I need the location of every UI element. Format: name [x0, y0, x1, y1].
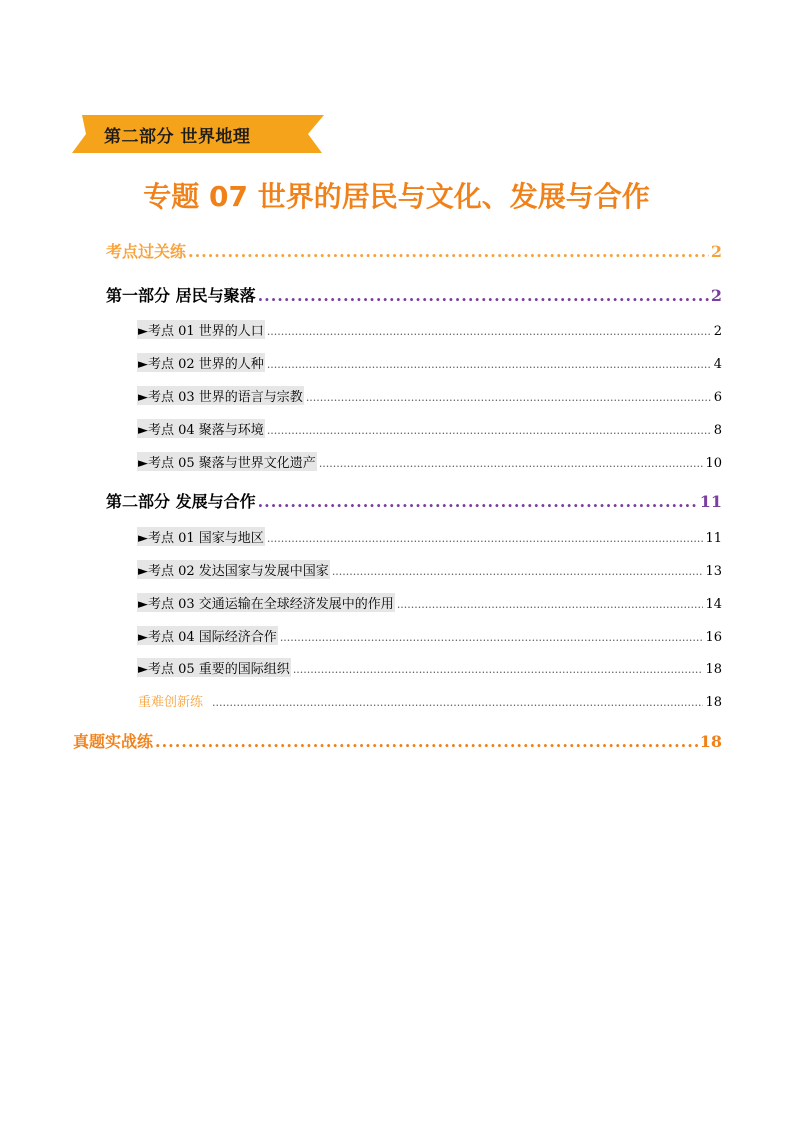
toc-leader — [267, 358, 712, 371]
toc-leader — [397, 598, 704, 611]
toc-page: 14 — [705, 597, 722, 612]
toc-entry-part1-item4[interactable] — [137, 419, 722, 438]
toc-entry-part2-item5[interactable] — [137, 658, 722, 677]
toc-label: ►考点 02 发达国家与发展中国家 — [137, 560, 330, 579]
toc-label: ►考点 05 重要的国际组织 — [137, 658, 291, 677]
toc-entry-section2[interactable] — [73, 729, 722, 752]
toc-leader — [258, 286, 709, 305]
toc-leader — [267, 325, 712, 338]
toc-label: ►考点 03 世界的语言与宗教 — [137, 386, 304, 405]
toc-entry-part2-item3[interactable] — [137, 593, 722, 612]
banner-title: 第二部分 世界地理 — [104, 127, 251, 147]
toc-leader — [155, 732, 698, 751]
toc-leader — [306, 391, 712, 404]
toc-label: ►考点 01 国家与地区 — [137, 527, 265, 546]
toc-leader — [267, 532, 704, 545]
toc-label: 第二部分 发展与合作 — [106, 492, 256, 511]
toc-entry-part2-item4[interactable] — [137, 626, 722, 645]
toc-page: 10 — [705, 456, 722, 471]
toc-leader — [332, 565, 704, 578]
toc-page: 6 — [713, 390, 722, 405]
toc-leader — [280, 631, 704, 644]
toc-leader — [267, 424, 712, 437]
toc-entry-part1-item3[interactable] — [137, 386, 722, 405]
toc-page: 11 — [699, 492, 722, 511]
toc-entry-section1[interactable] — [106, 239, 722, 262]
toc-label: ►考点 01 世界的人口 — [137, 320, 265, 339]
toc-leader — [293, 663, 704, 676]
section-banner — [72, 115, 324, 153]
toc-entry-part2[interactable] — [106, 489, 722, 512]
toc-leader — [188, 242, 709, 261]
toc-page: 18 — [699, 732, 722, 751]
toc-leader — [319, 457, 704, 470]
toc-label: ►考点 04 聚落与环境 — [137, 419, 265, 438]
toc-page: 2 — [710, 242, 722, 261]
toc-label: 真题实战练 — [73, 732, 154, 751]
toc-leader — [212, 696, 703, 709]
toc-page: 18 — [705, 695, 722, 710]
toc-page: 13 — [705, 564, 722, 579]
toc-entry-hard[interactable] — [137, 691, 722, 710]
toc-leader — [258, 492, 698, 511]
toc-entry-part2-item1[interactable] — [137, 527, 722, 546]
page-title: 专题 07 世界的居民与文化、发展与合作 — [143, 180, 650, 213]
toc-page: 2 — [713, 324, 722, 339]
toc-label: ►考点 02 世界的人种 — [137, 353, 265, 372]
toc-page: 2 — [710, 286, 722, 305]
toc-label: 重难创新练 — [138, 695, 204, 710]
toc-page: 4 — [713, 357, 722, 372]
toc-entry-part2-item2[interactable] — [137, 560, 722, 579]
toc-label: ►考点 04 国际经济合作 — [137, 626, 278, 645]
toc-label: ►考点 05 聚落与世界文化遗产 — [137, 452, 317, 471]
toc-label: ►考点 03 交通运输在全球经济发展中的作用 — [137, 593, 395, 612]
toc-label: 第一部分 居民与聚落 — [106, 286, 256, 305]
toc-entry-part1[interactable] — [106, 283, 722, 306]
toc-entry-part1-item2[interactable] — [137, 353, 722, 372]
toc-entry-part1-item5[interactable] — [137, 452, 722, 471]
toc-label: 考点过关练 — [106, 242, 187, 261]
toc-page: 18 — [705, 662, 722, 677]
toc-page: 16 — [705, 630, 722, 645]
toc-page: 8 — [713, 423, 722, 438]
toc-entry-part1-item1[interactable] — [137, 320, 722, 339]
toc-page: 11 — [705, 531, 722, 546]
